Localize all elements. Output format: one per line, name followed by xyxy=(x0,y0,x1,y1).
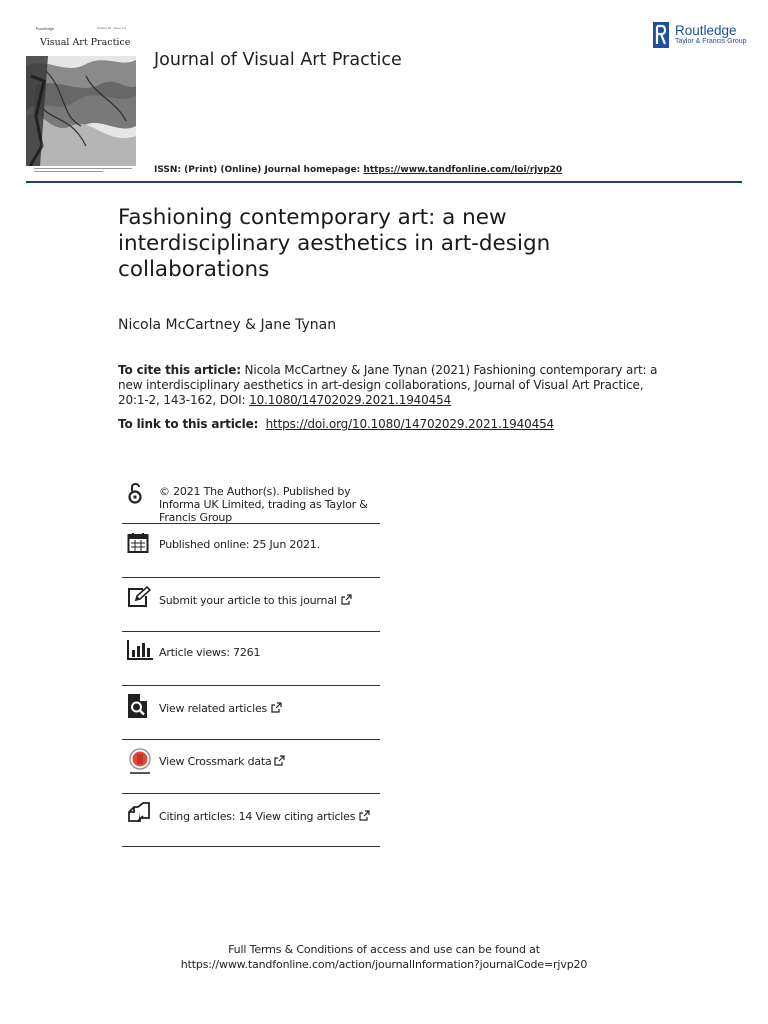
cover-title: Visual Art Practice xyxy=(40,37,131,48)
license-row xyxy=(122,478,380,524)
issn-line xyxy=(154,165,562,175)
header-divider xyxy=(26,181,742,183)
logo-name: Routledge xyxy=(675,23,737,38)
citing-articles-icon xyxy=(127,802,151,830)
external-link-icon xyxy=(271,702,282,713)
cover-meta: Volume 20 · Issue 1-2 xyxy=(96,26,126,30)
journal-cover-thumbnail xyxy=(26,26,136,178)
external-link-icon xyxy=(341,594,352,605)
article-link-block xyxy=(118,417,554,431)
cover-publisher: Routledge xyxy=(36,26,55,31)
routledge-logo-icon xyxy=(653,22,669,48)
crossmark-icon xyxy=(127,748,153,780)
calendar-icon xyxy=(127,532,149,558)
article-info-list xyxy=(122,478,380,847)
logo-subtitle: Taylor & Francis Group xyxy=(675,38,747,45)
cover-artwork xyxy=(26,56,136,166)
external-link-icon xyxy=(359,810,370,821)
citing-articles-text: Citing articles: 14 View citing articles xyxy=(159,810,356,823)
article-title: Fashioning contemporary art: a new interdisciplinary aesthetics in art-design collaborations xyxy=(118,205,551,282)
open-access-icon xyxy=(127,481,145,509)
submit-article-link[interactable] xyxy=(159,594,352,607)
citing-articles-link[interactable] xyxy=(159,810,370,823)
crossmark-text: View Crossmark data xyxy=(159,755,272,768)
search-document-icon xyxy=(127,693,149,723)
bar-chart-icon xyxy=(127,640,153,664)
doi-link[interactable]: 10.1080/14702029.2021.1940454 xyxy=(249,393,452,407)
journal-title: Journal of Visual Art Practice xyxy=(154,50,402,70)
license-text: © 2021 The Author(s). Published by Informa UK Limited, trading as Taylor & Francis Group xyxy=(159,485,368,524)
cite-label: To cite this article: xyxy=(118,363,241,377)
published-date: Published online: 25 Jun 2021. xyxy=(159,538,320,551)
views-row xyxy=(122,632,380,686)
article-views: Article views: 7261 xyxy=(159,646,261,659)
submit-row[interactable] xyxy=(122,578,380,632)
cite-text: Nicola McCartney & Jane Tynan (2021) Fashioning contemporary art: a new interdisciplinary aesthetics in art-design collaborations, Journal of Visual Art Practice, 20:1-2, 143-162, DOI: xyxy=(118,363,658,407)
link-label: To link to this article: xyxy=(118,417,259,431)
crossmark-link[interactable] xyxy=(159,755,285,768)
external-link-icon xyxy=(274,755,285,766)
article-url-link[interactable]: https://doi.org/10.1080/14702029.2021.1940454 xyxy=(265,417,555,431)
related-articles-text: View related articles xyxy=(159,702,268,715)
journal-homepage-link[interactable]: https://www.tandfonline.com/loi/rjvp20 xyxy=(363,165,563,175)
cover-caption xyxy=(34,168,132,174)
edit-icon xyxy=(127,586,151,612)
citing-row[interactable] xyxy=(122,794,380,847)
terms-footer xyxy=(0,942,768,972)
footer-terms-link[interactable]: https://www.tandfonline.com/action/journalInformation?journalCode=rjvp20 xyxy=(180,958,588,971)
related-articles-link[interactable] xyxy=(159,702,282,715)
related-row[interactable] xyxy=(122,686,380,740)
article-authors: Nicola McCartney & Jane Tynan xyxy=(118,317,337,333)
footer-line-1: Full Terms & Conditions of access and use can be found at xyxy=(228,943,540,956)
citation-block xyxy=(118,363,658,408)
published-row xyxy=(122,524,380,578)
submit-article-text: Submit your article to this journal xyxy=(159,594,337,607)
issn-label: ISSN: (Print) (Online) Journal homepage: xyxy=(154,165,364,175)
crossmark-row[interactable] xyxy=(122,740,380,794)
